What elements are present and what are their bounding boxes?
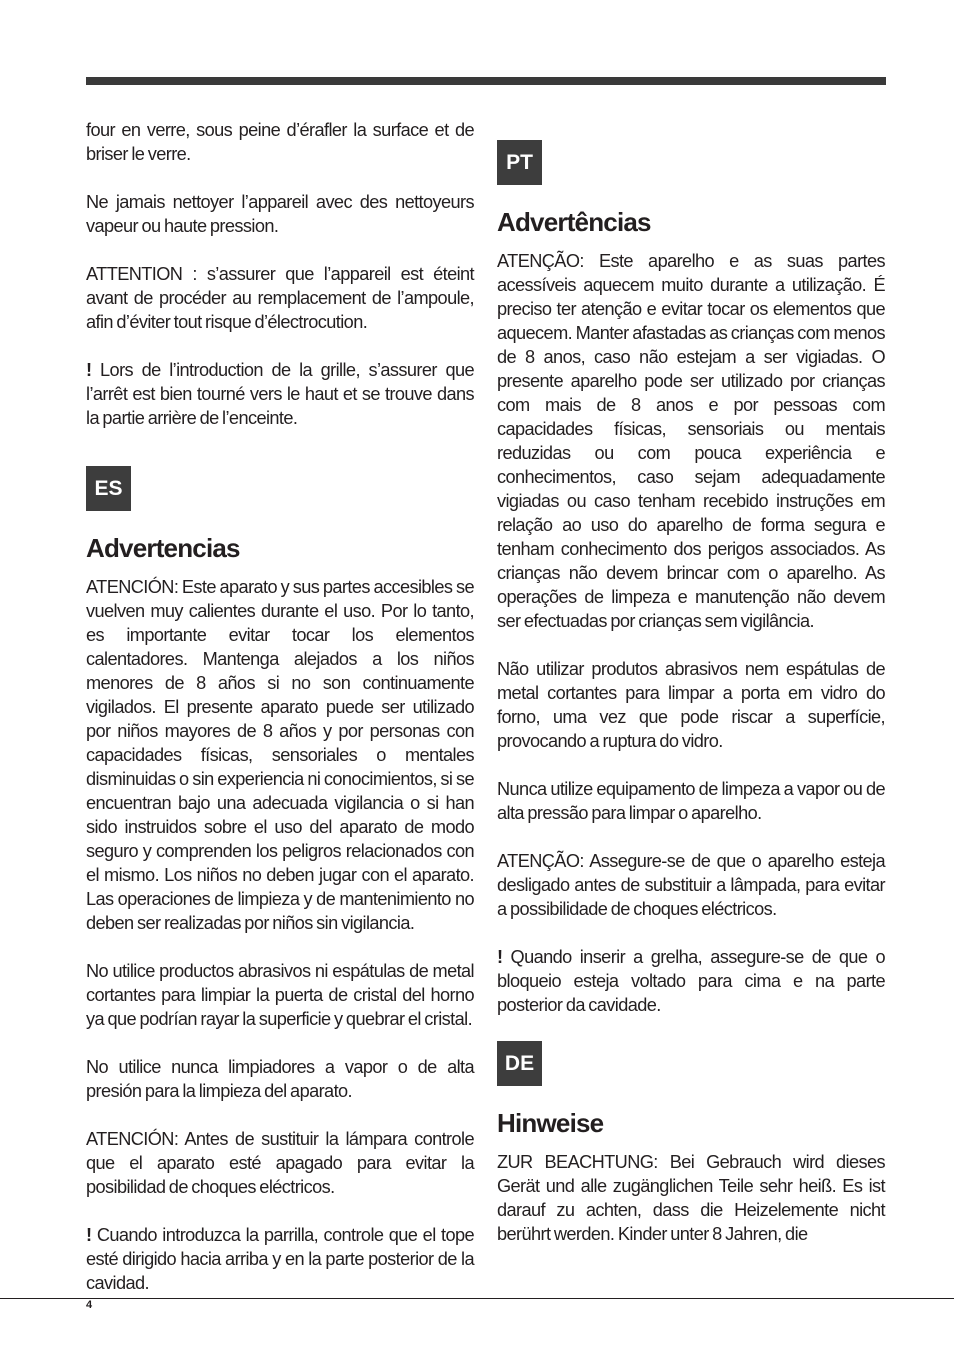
es-paragraph: No utilice nunca limpiadores a vapor o de alta presión para la limpieza del aparato. <box>86 1057 474 1101</box>
pt-paragraph: Não utilizar produtos abrasivos nem espátulas de metal cortantes para limpar a porta em vidro do forno, uma vez que pode riscar a superfície, provocando a ruptura do vidro. <box>497 659 885 751</box>
language-badge-pt: PT <box>497 140 542 185</box>
es-paragraph: ATENCIÓN: Este aparato y sus partes accesibles se vuelven muy calientes durante el uso. Por lo tanto, es importante evitar tocar los elementos calentadores. Mantenga alejados a los niños menores de 8 años si no son continuamente vigilados. El presente aparato puede ser utilizado por niños mayores de 8 años y por personas con capacidades físicas, sensoriales o mentales disminuidas o sin experiencia ni conocimientos, si se encuentran bajo una adecuada vigilancia o si han sido instruidos sobre el uso del aparato de modo seguro y comprenden los peligros relacionados con el mismo. Los niños no deben jugar con el aparato. Las operaciones de limpieza y de mantenimiento no deben ser realizadas por niños sin vigilancia. <box>86 577 474 933</box>
fr-paragraph: ATTENTION : s’assurer que l’appareil est éteint avant de procéder au remplacement de l’ampoule, afin d’éviter tout risque d’électrocution. <box>86 264 474 332</box>
fr-warning-text: Lors de l’introduction de la grille, s’assurer que l’arrêt est bien tourné vers le haut et se trouve dans la partie arrière de l’enceinte. <box>86 360 474 428</box>
fr-paragraph: Ne jamais nettoyer l’appareil avec des nettoyeurs vapeur ou haute pression. <box>86 192 474 236</box>
language-badge-es: ES <box>86 466 131 511</box>
es-warning <box>86 1223 474 1295</box>
pt-paragraph: ATENÇÃO: Este aparelho e as suas partes acessíveis aquecem muito durante a utilização. É preciso ter atenção e evitar tocar os elementos que aquecem. Manter afastadas as crianças com menos de 8 anos, caso não estejam a ser vigiadas. O presente aparelho pode ser utilizado por crianças com mais de 8 anos e por pessoas com capacidades físicas, sensoriais ou mentais reduzidas ou com pouca experiência e conhecimentos, caso sejam adequadamente vigiadas ou caso tenham recebido instruções em relação ao uso do aparelho de forma segura e tenham conhecimento dos perigos associados. As crianças não devem brincar com o aparelho. As operações de limpeza e manutenção não devem ser efectuadas por crianças sem vigilância. <box>497 251 885 631</box>
pt-paragraph: ATENÇÃO: Assegure-se de que o aparelho esteja desligado antes de substituir a lâmpada, para evitar a possibilidade de choques eléctricos. <box>497 851 885 919</box>
footer-rule <box>0 1298 954 1299</box>
es-warning-text: Cuando introduzca la parrilla, controle que el tope esté dirigido hacia arriba y en la parte posterior de la cavidad. <box>86 1225 474 1293</box>
fr-paragraph: four en verre, sous peine d’érafler la surface et de briser le verre. <box>86 120 474 164</box>
section-title-es: Advertencias <box>86 533 240 563</box>
page-number: 4 <box>86 1299 93 1311</box>
section-es <box>86 454 474 1295</box>
pt-warning <box>497 945 885 1017</box>
warning-mark-icon: ! <box>497 947 503 967</box>
pt-warning-text: Quando inserir a grelha, assegure-se de que o bloqueio esteja voltado para cima e na parte posterior da cavidade. <box>497 947 885 1015</box>
es-paragraph: No utilice productos abrasivos ni espátulas de metal cortantes para limpiar la puerta de cristal del horno ya que podrían rayar la superficie y quebrar el cristal. <box>86 961 474 1029</box>
fr-warning <box>86 358 474 430</box>
header-rule <box>86 77 886 85</box>
left-column <box>86 118 474 1295</box>
de-paragraph: ZUR BEACHTUNG: Bei Gebrauch wird dieses Gerät und alle zugänglichen Teile sehr heiß. Es ist darauf zu achten, dass die Heizelemente nicht berührt werden. Kinder unter 8 Jahren, die <box>497 1152 885 1244</box>
es-paragraph: ATENCIÓN: Antes de sustituir la lámpara controle que el aparato esté apagado para evitar la posibilidad de choques eléctricos. <box>86 1129 474 1197</box>
warning-mark-icon: ! <box>86 1225 92 1245</box>
section-pt <box>497 118 885 1017</box>
section-title-pt: Advertências <box>497 207 651 237</box>
section-de <box>497 1041 885 1246</box>
pt-paragraph: Nunca utilize equipamento de limpeza a vapor ou de alta pressão para limpar o aparelho. <box>497 779 885 823</box>
section-title-de: Hinweise <box>497 1108 604 1138</box>
warning-mark-icon: ! <box>86 360 92 380</box>
language-badge-de: DE <box>497 1041 542 1086</box>
right-column <box>497 118 885 1246</box>
